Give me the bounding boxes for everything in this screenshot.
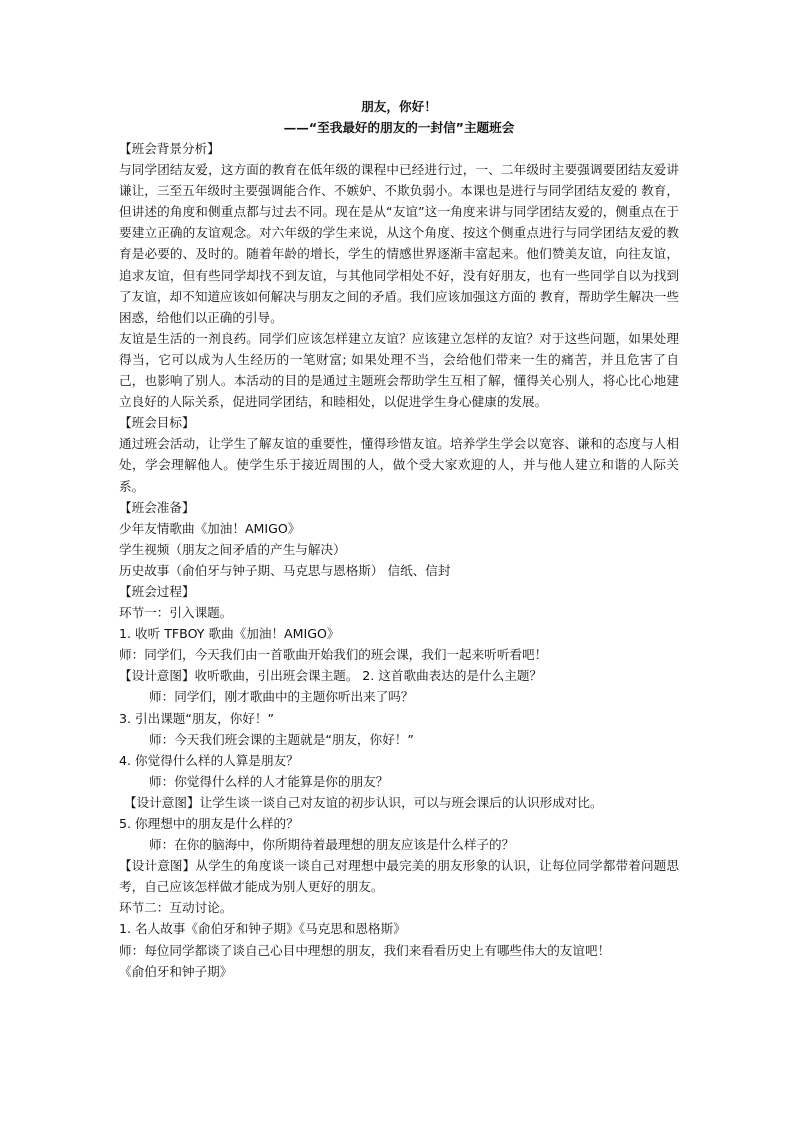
teacher-line: 师：你觉得什么样的人才能算是你的朋友？ [149,773,389,789]
teacher-line: 师：在你的脑海中，你所期待着最理想的朋友应该是什么样子的？ [149,837,515,853]
process-item: 3. 引出课题“朋友，你好！” [119,710,275,726]
process-step-2: 环节二：互动讨论。 [119,900,233,916]
document-subtitle: ——“至我最好的朋友的一封信”主题班会 [283,120,515,135]
process-item: 1. 收听 TFBOY 歌曲《加油！AMIGO》 [119,626,340,642]
process-item: 师：同学们，今天我们由一首歌曲开始我们的班会课，我们一起来听听看吧！ [119,647,548,663]
design-intent: 【设计意图】让学生谈一谈自己对友谊的初步认识，可以与班会课后的认识形成对比。 [124,794,603,810]
prep-item-video: 学生视频（朋友之间矛盾的产生与解决） [119,541,346,557]
design-intent: 【设计意图】收听歌曲，引出班会课主题。 2. 这首歌曲表达的是什么主题？ [119,668,543,684]
process-item: 5. 你理想中的朋友是什么样的？ [119,816,299,831]
story-title: 《俞伯牙和钟子期》 [119,963,233,979]
section-heading-preparation: 【班会准备】 [119,499,195,515]
section-heading-goal: 【班会目标】 [119,415,195,431]
section-heading-process: 【班会过程】 [119,583,195,599]
prep-item-song: 少年友情歌曲《加油！AMIGO》 [119,520,301,536]
process-item: 1. 名人故事《俞伯牙和钟子期》《马克思和恩格斯》 [119,921,406,937]
teacher-line: 师：今天我们班会课的主题就是“朋友，你好！” [149,731,414,747]
design-intent: 【设计意图】从学生的角度谈一谈自己对理想中最完美的朋友形象的认识，让每位同学都带着问题思考，自己应该怎样做才能成为别人更好的朋友。 [119,858,679,895]
process-item: 4. 你觉得什么样的人算是朋友？ [119,752,299,768]
paragraph-goal: 通过班会活动，让学生了解友谊的重要性，懂得珍惜友谊。培养学生学会以宽容、谦和的态度与人相处，学会理解他人。使学生乐于接近周围的人，做个受大家欢迎的人，并与他人建立和谐的人际关系。 [119,436,679,494]
section-heading-background: 【班会背景分析】 [119,141,220,156]
document-title: 朋友，你好！ [361,99,437,114]
process-step-1: 环节一：引入课题。 [119,605,233,621]
teacher-line: 师：同学们，刚才歌曲中的主题你听出来了吗？ [149,689,414,705]
teacher-line: 师：每位同学都谈了谈自己心目中理想的朋友，我们来看看历史上有哪些伟大的友谊吧！ [119,942,611,958]
paragraph-background-1: 与同学团结友爱，这方面的教育在低年级的课程中已经进行过，一、二年级时主要强调要团结友爱讲谦让，三至五年级时主要强调能合作、不嫉妒、不欺负弱小。本课也是进行与同学团结友爱的 教育，但讲述的角度和侧重点都与过去不同。现在是从“友谊”这一角度来讲与同学团结友爱的，侧重点在于要建立正确的友谊观念。对六年级的学生来说，从这个角度、按这个侧重点进行与同学团结友爱的教育是必要的、及时的。随着年龄的增长，学生的情感世界逐渐丰富起来。他们赞美友谊，向往友谊，追求友谊，但有些同学却找不到友谊，与其他同学相处不好，没有好朋友，也有一些同学自以为找到了友谊，却不知道应该如何解决与朋友之间的矛盾。我们应该加强这方面的 教育，帮助学生解决一些困惑，给他们以正确的引导。 [119,162,679,325]
prep-item-stories: 历史故事（俞伯牙与钟子期、马克思与恩格斯） 信纸、信封 [119,562,451,578]
document-page [119,96,679,982]
paragraph-background-2: 友谊是生活的一剂良药。同学们应该怎样建立友谊？应该建立怎样的友谊？对于这些问题，如果处理得当，它可以成为人生经历的一笔财富; 如果处理不当，会给他们带来一生的痛苦，并且危害了自己，也影响了别人。本活动的目的是通过主题班会帮助学生互相了解，懂得关心别人，将心比心地建立良好的人际关系，促进同学团结，和睦相处，以促进学生身心健康的发展。 [119,330,679,410]
